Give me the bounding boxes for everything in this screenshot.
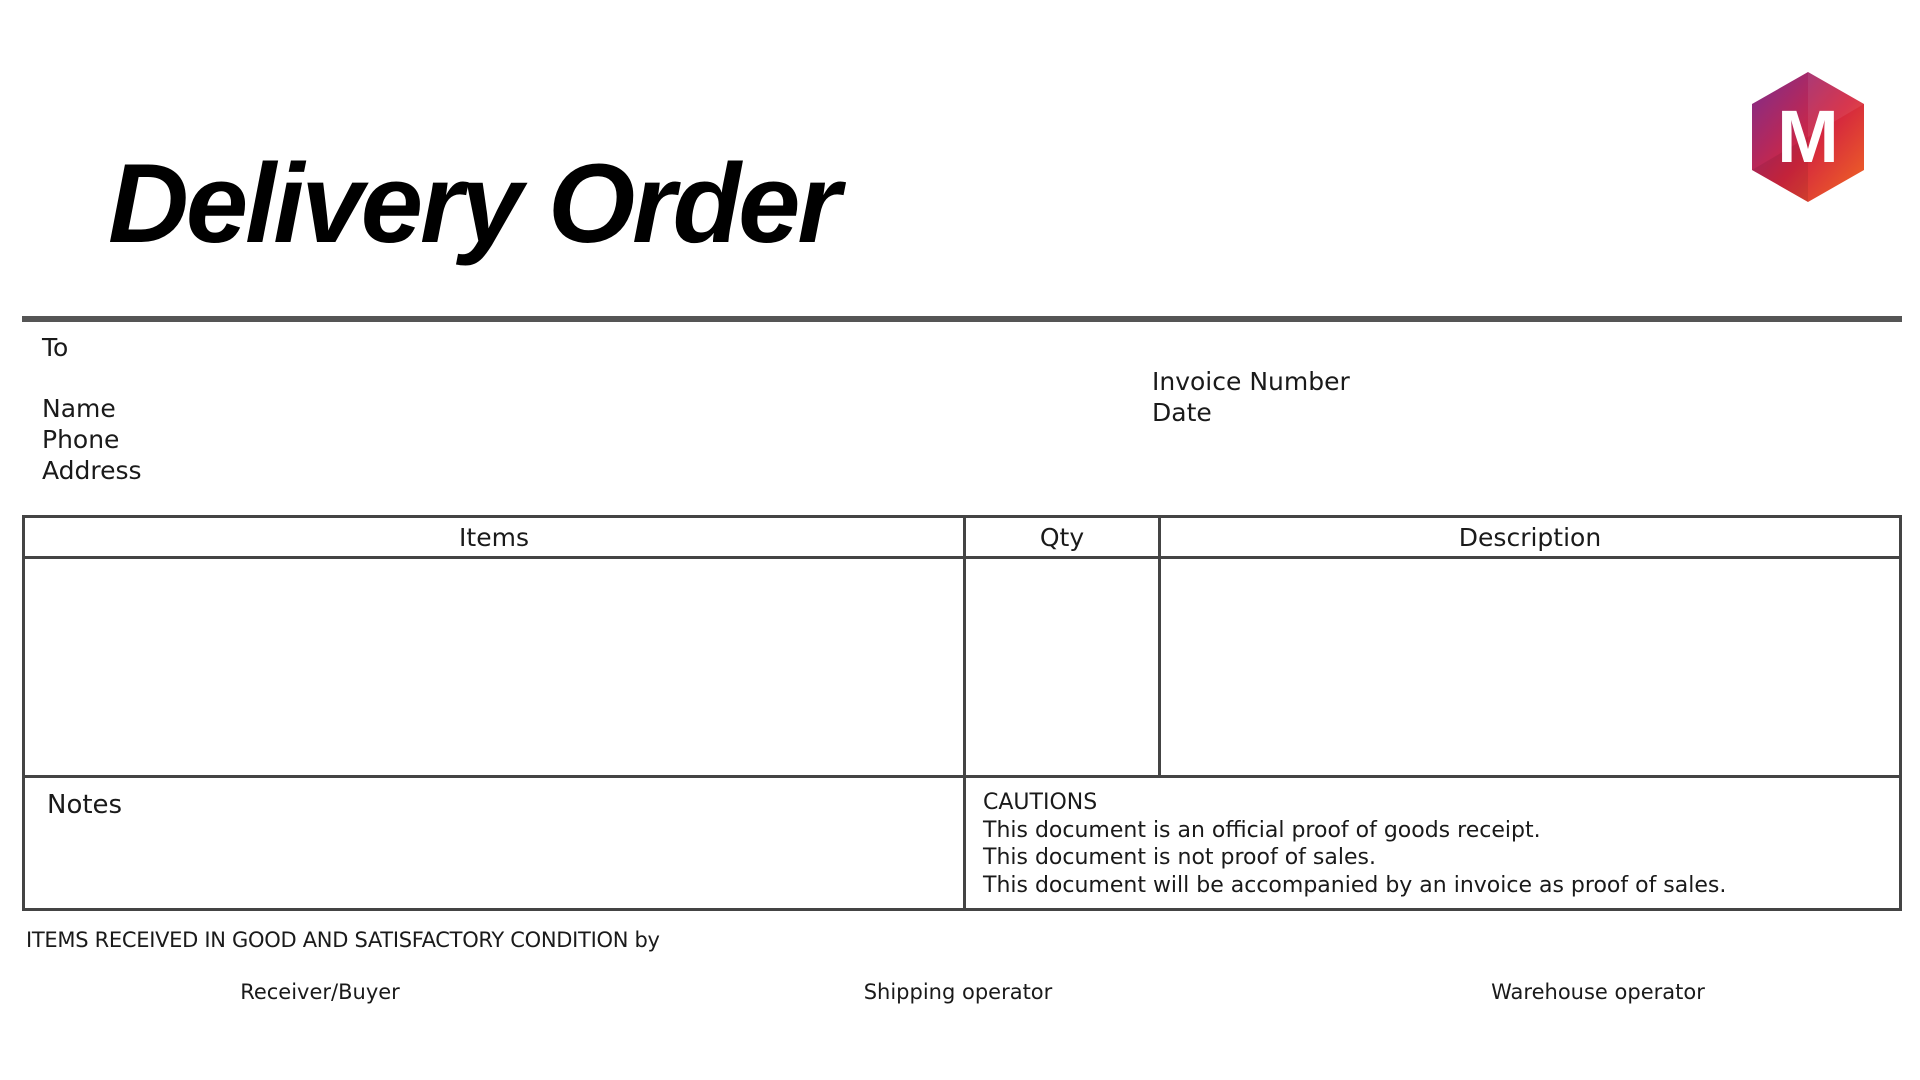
caution-line: This document is an official proof of goods receipt.: [983, 817, 1541, 843]
column-header-description: Description: [1458, 523, 1602, 552]
caution-line: This document will be accompanied by an invoice as proof of sales.: [983, 872, 1727, 898]
column-header-items: Items: [459, 523, 529, 552]
notes-label: Notes: [47, 790, 123, 820]
logo-letter: M: [1777, 95, 1839, 178]
date-label: Date: [1152, 398, 1212, 427]
to-label: To: [42, 333, 69, 362]
document-title: Delivery Order: [108, 141, 838, 266]
address-label: Address: [42, 456, 142, 485]
signatory-shipping: Shipping operator: [863, 980, 1053, 1004]
column-divider-1: [963, 518, 966, 908]
items-table: [22, 515, 1902, 911]
hexagon-m-logo-icon: [1748, 70, 1868, 204]
phone-label: Phone: [42, 425, 120, 454]
caution-line: This document is not proof of sales.: [983, 845, 1376, 870]
header-divider: [22, 316, 1902, 322]
cautions-heading: CAUTIONS: [983, 790, 1098, 815]
column-header-qty: Qty: [1039, 523, 1085, 552]
notes-row-divider: [25, 775, 1899, 778]
acknowledgement-text: ITEMS RECEIVED IN GOOD AND SATISFACTORY CONDITION by: [26, 928, 660, 952]
signatory-receiver: Receiver/Buyer: [240, 980, 400, 1004]
signatory-warehouse: Warehouse operator: [1491, 980, 1705, 1004]
cautions-block: [983, 789, 1726, 899]
name-label: Name: [42, 394, 116, 423]
invoice-number-label: Invoice Number: [1152, 367, 1350, 396]
